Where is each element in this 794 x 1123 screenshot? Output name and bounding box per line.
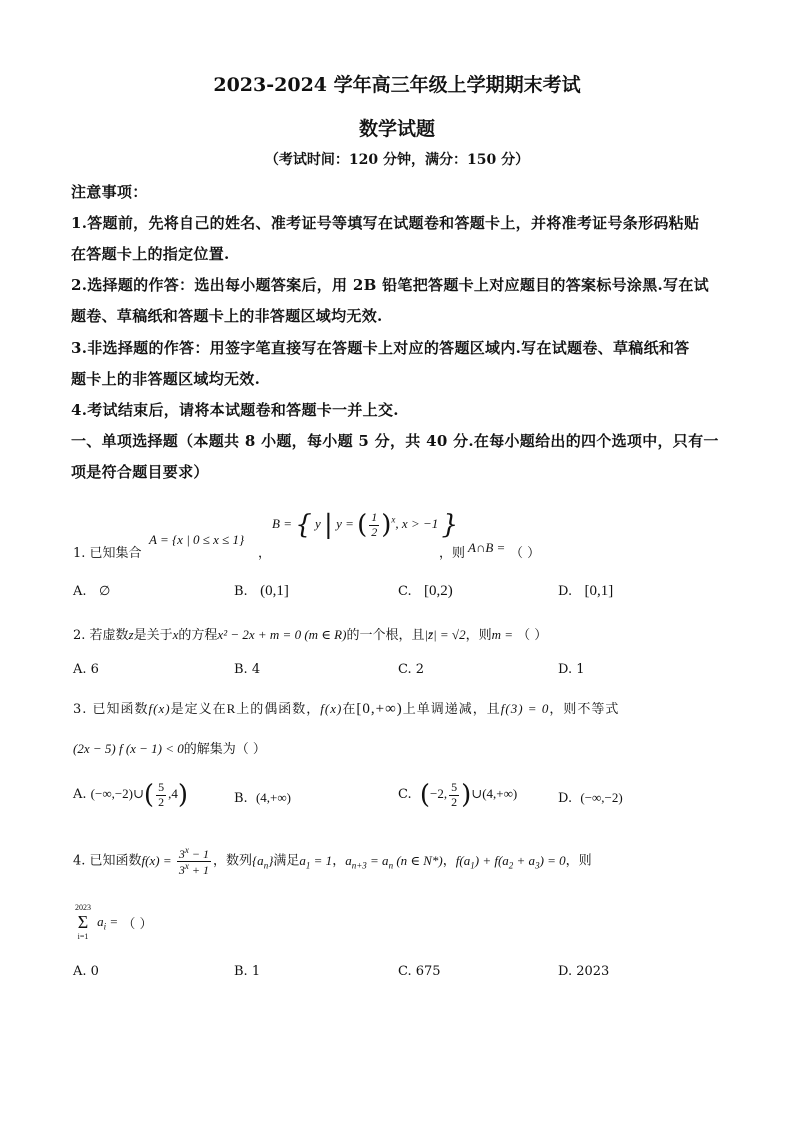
note-2-line-2: 题卷、草稿纸和答题卡上的非答题区域均无效. <box>71 307 383 325</box>
q3-option-a: A. (−∞,−2)∪( $\frac{5}{2}$ ,4) <box>73 780 188 810</box>
exam-subtitle: 数学试题 <box>358 118 435 140</box>
q4-option-c: C. 675 <box>398 964 441 979</box>
q4-function: f(x) = $\frac{3^x - 1}{3^x + 1}$ <box>141 845 209 878</box>
note-1-line-2: 在答题卡上的指定位置. <box>71 245 230 263</box>
q1-option-c: C. [0,2) <box>398 583 453 599</box>
question-4-line-2: 2023 Σ i=1 $a_i$ = （ ） <box>75 903 153 941</box>
question-2: 2. 若虚数z是关于x的方程x² − 2x + m = 0 (m ∈ R)的一个根，且|z̄| = √2，则m = （ ） <box>73 627 548 643</box>
q1-expression: A∩B = <box>468 540 506 555</box>
note-2-line-1: 2.选择题的作答：选出每小题答案后，用 2B 铅笔把答题卡上对应题目的答案标号涂黑.写在试 <box>71 276 709 294</box>
q2-option-a: A. 6 <box>73 662 99 677</box>
q3-option-d: D. (−∞,−2) <box>558 790 623 806</box>
q2-modulus: |z̄| = √2 <box>424 627 466 642</box>
q3-option-c: C. (−2, $\frac{5}{2}$ )∪(4,+∞) <box>398 780 518 810</box>
note-4: 4.考试结束后，请将本试题卷和答题卡一并上交. <box>71 401 399 419</box>
note-3-line-1: 3.非选择题的作答：用签字笔直接写在答题卡上对应的答题区域内.写在试题卷、草稿纸和答 <box>71 339 690 357</box>
q1-set-b: B = { y | y = ( $\frac{1}{2}$ )$^x$, x > −1 } <box>272 510 459 540</box>
question-3-line-1: 3. 已知函数f(x)是定义在R上的偶函数，f(x)在[0,+∞)上单调递减，且f(3) = 0，则不等式 <box>73 701 620 717</box>
note-3-line-2: 题卡上的非答题区域均无效. <box>71 370 261 388</box>
q1-prefix: 1. 已知集合 <box>73 546 142 561</box>
q4-option-b: B. 1 <box>234 964 261 979</box>
q1-comma: ， <box>258 546 272 561</box>
q3-option-b: B. (4,+∞) <box>234 790 291 806</box>
q2-option-d: D. 1 <box>558 662 585 677</box>
q3-inequality: (2x − 5) f (x − 1) < 0 <box>73 741 184 756</box>
q4-option-a: A. 0 <box>73 964 99 979</box>
question-4-line-1: 4. 已知函数f(x) = $\frac{3^x - 1}{3^x + 1}$ ，数列$\{a_n\}$满足$a_1 = 1$，$a_{n+3} = a_n$ (n ∈ N*)，$f(a_1) + f(a_2 + a_3) = 0$，则 <box>73 845 592 878</box>
q1-option-a: A. ∅ <box>73 583 111 599</box>
q1-set-a: A = {x | 0 ≤ x ≤ 1} <box>149 532 245 547</box>
q1-blank: （ ） <box>510 546 541 561</box>
q2-option-c: C. 2 <box>398 662 425 677</box>
q1-option-d: D. [0,1] <box>558 583 614 599</box>
note-1-line-1: 1.答题前，先将自己的姓名、准考证号等填写在试题卷和答题卡上，并将准考证号条形码粘贴 <box>71 214 700 232</box>
section1-heading-line-1: 一、单项选择题（本题共 8 小题，每小题 5 分，共 40 分.在每小题给出的四个选项中，只有一 <box>71 432 719 450</box>
exam-info: （考试时间：120 分钟，满分：150 分） <box>264 152 530 168</box>
q4-summation: 2023 Σ i=1 <box>75 903 91 941</box>
question-3-line-2: (2x − 5) f (x − 1) < 0的解集为（ ） <box>73 741 266 757</box>
section1-heading-line-2: 项是符合题目要求） <box>71 463 209 481</box>
q4-option-d: D. 2023 <box>558 964 610 979</box>
exam-title: 2023-2024 学年高三年级上学期期末考试 <box>213 74 581 96</box>
q1-suffix: ，则 <box>439 546 466 561</box>
q1-option-b: B. (0,1] <box>234 583 289 599</box>
q2-option-b: B. 4 <box>234 662 261 677</box>
notes-heading: 注意事项： <box>71 183 148 201</box>
q2-equation: x² − 2x + m = 0 (m ∈ R) <box>217 627 347 642</box>
